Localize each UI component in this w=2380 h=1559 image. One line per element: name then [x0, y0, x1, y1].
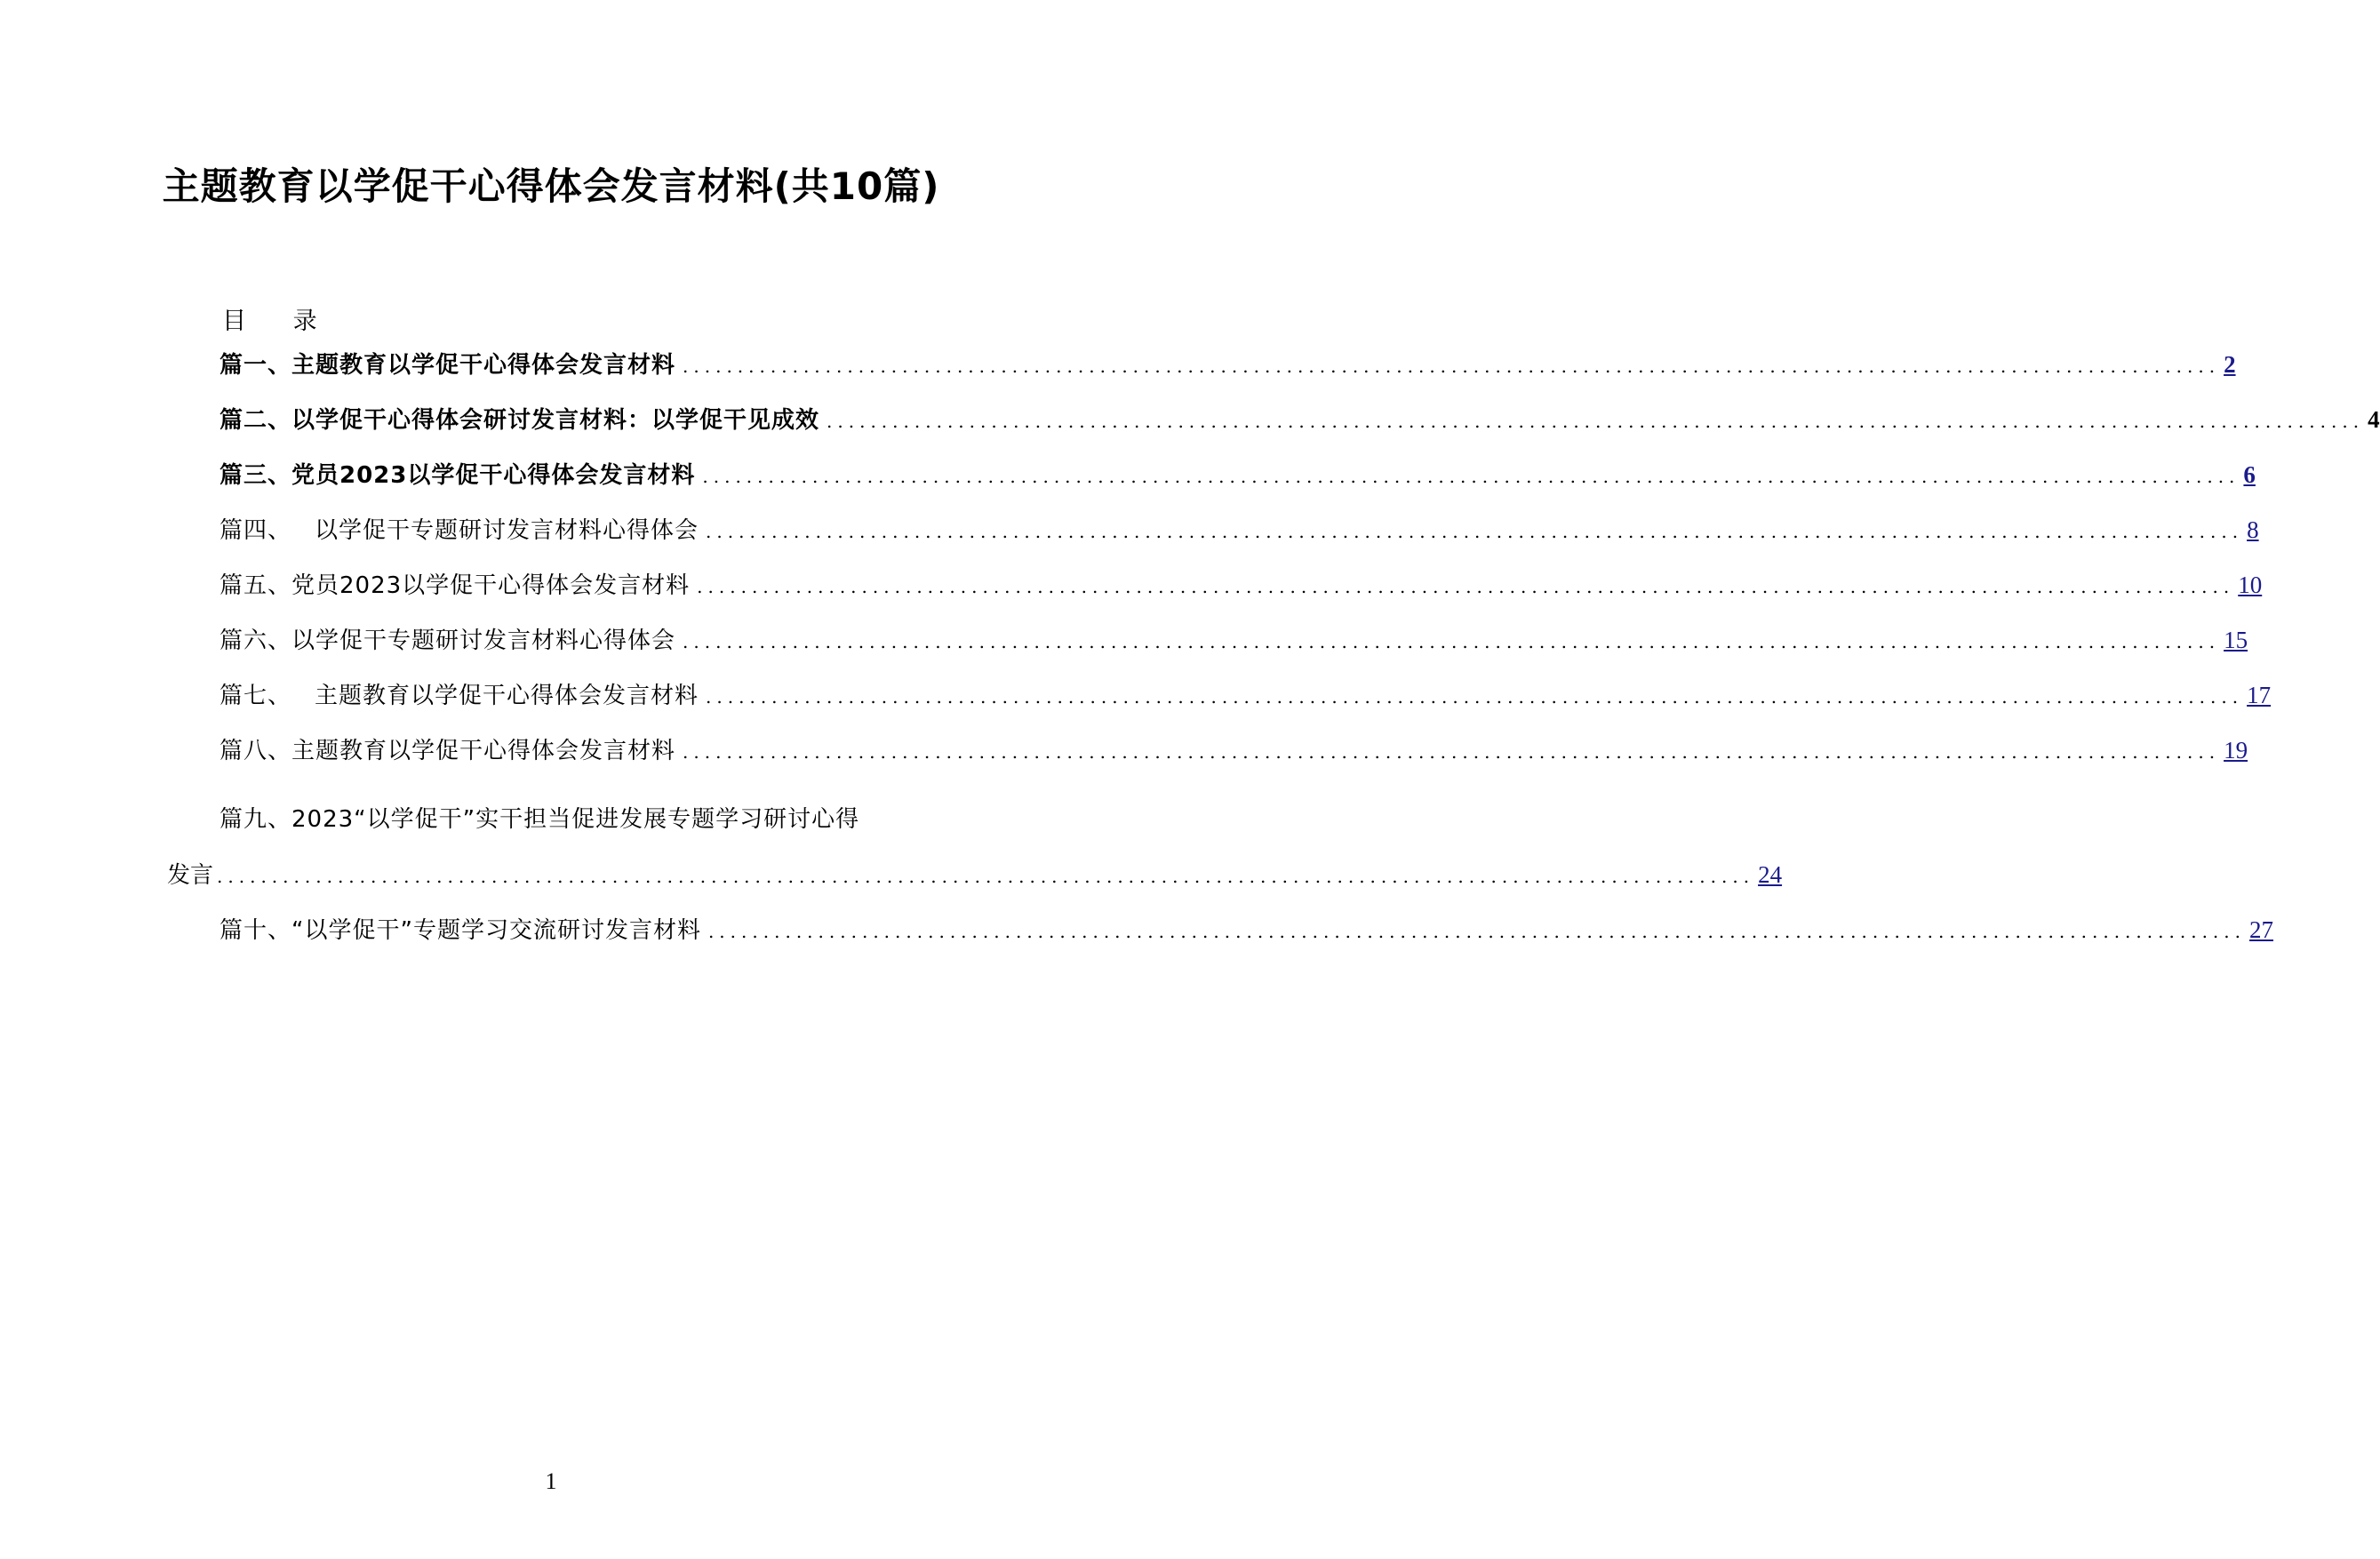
- toc-entry-1[interactable]: [220, 347, 2236, 384]
- toc-page-number: 4: [2368, 406, 2380, 433]
- toc-entry-label: 篇二、以学促干心得体会研讨发言材料：以学促干见成效: [220, 407, 820, 434]
- toc-entry-label: 篇一、主题教育以学促干心得体会发言材料: [220, 352, 676, 379]
- toc-entry-4[interactable]: [220, 512, 2259, 549]
- toc-entry-7[interactable]: [220, 677, 2272, 715]
- toc-entry-9-line-1[interactable]: 篇九、2023“以学促干”实干担当促进发展专题学习研讨心得: [220, 806, 860, 833]
- toc-page-link[interactable]: 17: [2247, 682, 2272, 708]
- toc-entry-number: 篇四、: [220, 517, 292, 544]
- toc-leader-dots: ............................................................................................................................................: [683, 741, 2221, 763]
- toc-page-link[interactable]: 19: [2224, 737, 2248, 764]
- toc-page-link[interactable]: 27: [2249, 916, 2273, 943]
- toc-entry-label: [220, 513, 699, 548]
- toc-entry-label: 篇五、党员2023以学促干心得体会发言材料: [220, 572, 691, 599]
- toc-leader-dots: ............................................................................................................................................: [706, 686, 2244, 708]
- document-title: 主题教育以学促干心得体会发言材料(共10篇): [162, 164, 940, 208]
- toc-entry-3[interactable]: [220, 457, 2256, 494]
- toc-leader-dots: ............................................................................................................................................: [707, 921, 2246, 942]
- toc-leader-dots: ............................................................................................................................................: [827, 411, 2365, 432]
- toc-page-link[interactable]: 8: [2247, 516, 2259, 543]
- toc-leader-dots: ............................................................................................................................................: [217, 866, 1755, 887]
- toc-leader-dots: ............................................................................................................................................: [706, 521, 2244, 542]
- toc-entry-label: 篇三、党员2023以学促干心得体会发言材料: [220, 462, 696, 489]
- toc-page-link[interactable]: 10: [2238, 572, 2263, 598]
- toc-entry-5[interactable]: [220, 567, 2263, 604]
- toc-entry-2[interactable]: [220, 402, 2380, 439]
- toc-leader-dots: ............................................................................................................................................: [683, 356, 2221, 377]
- toc-page-link[interactable]: 6: [2243, 461, 2256, 488]
- toc-entry-text: 以学促干专题研讨发言材料心得体会: [315, 517, 699, 544]
- toc-page-link[interactable]: 15: [2224, 627, 2248, 653]
- toc-leader-dots: ............................................................................................................................................: [702, 466, 2240, 487]
- toc-entry-8[interactable]: [220, 732, 2248, 770]
- toc-leader-dots: ............................................................................................................................................: [697, 576, 2235, 597]
- toc-entry-10[interactable]: [220, 912, 2273, 949]
- toc-heading: 目 录: [222, 308, 337, 335]
- toc-entry-label: [220, 678, 699, 714]
- toc-leader-dots: ............................................................................................................................................: [683, 631, 2221, 652]
- toc-page-link[interactable]: 2: [2224, 351, 2236, 378]
- toc-entry-label: 篇十、“以学促干”专题学习交流研讨发言材料: [220, 917, 701, 944]
- toc-page-link[interactable]: 24: [1758, 861, 1783, 888]
- toc-entry-9-line-2[interactable]: [167, 857, 1783, 894]
- page-number: 1: [545, 1468, 557, 1494]
- toc-entry-label-continued: 发言: [167, 862, 214, 889]
- toc-entry-text: 主题教育以学促干心得体会发言材料: [315, 683, 699, 709]
- toc-entry-number: 篇七、: [220, 683, 292, 709]
- toc-entry-6[interactable]: [220, 622, 2248, 660]
- toc-entry-label: 篇八、主题教育以学促干心得体会发言材料: [220, 738, 676, 764]
- toc-entry-label: 篇六、以学促干专题研讨发言材料心得体会: [220, 628, 676, 654]
